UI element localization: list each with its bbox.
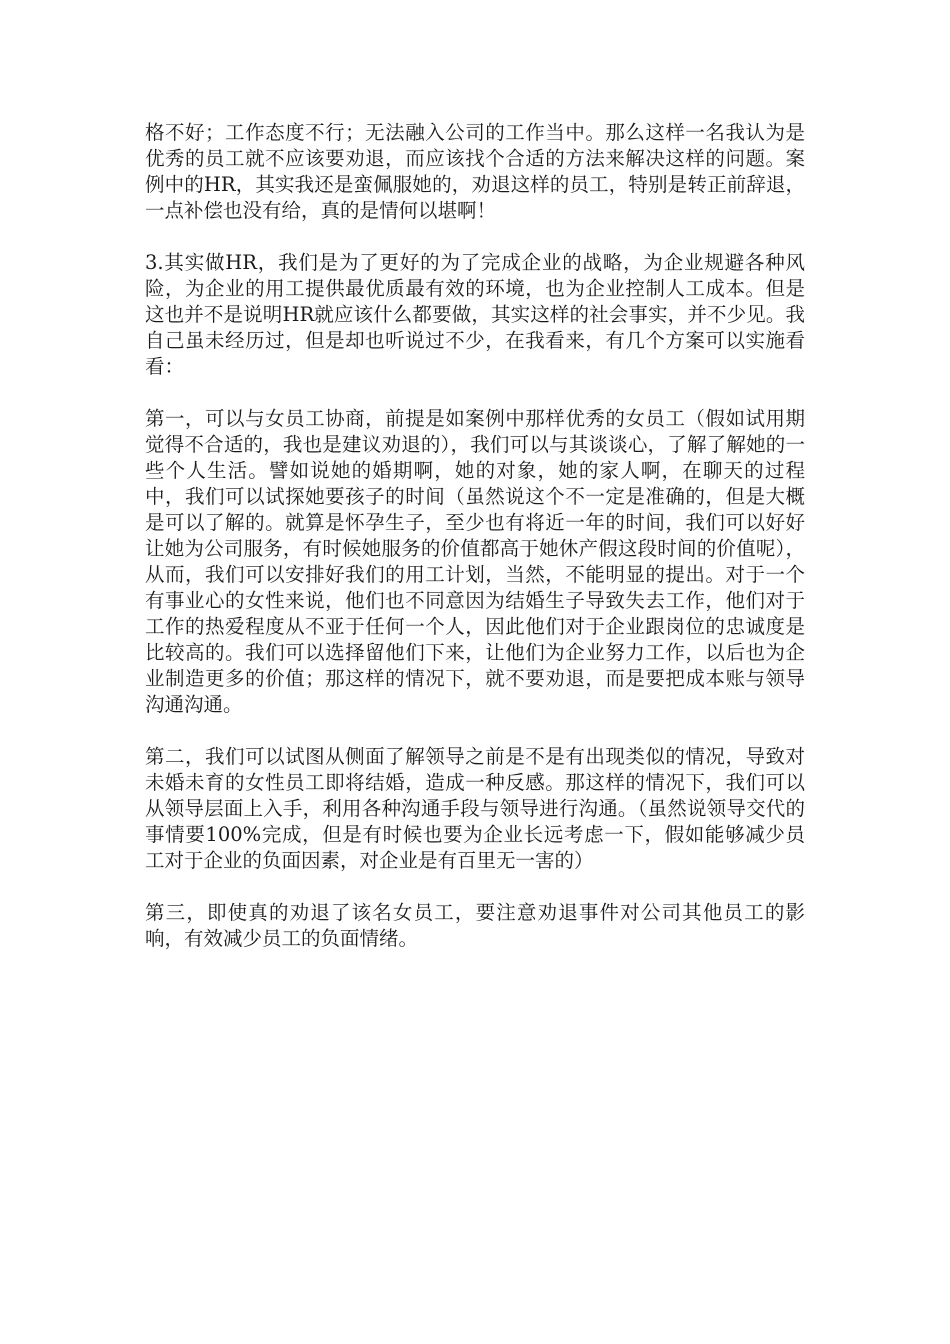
paragraph-5: 第三，即使真的劝退了该名女员工，要注意劝退事件对公司其他员工的影响，有效减少员工的负面情绪。 (145, 901, 805, 950)
paragraph-1: 格不好；工作态度不行；无法融入公司的工作当中。那么这样一名我认为是优秀的员工就不应该要劝退，而应该找个合适的方法来解决这样的问题。案例中的HR，其实我还是蛮佩服她的，劝退这样的员工，特别是转正前辞退，一点补偿也没有给，真的是情何以堪啊！ (145, 121, 805, 222)
paragraph-4: 第二，我们可以试图从侧面了解领导之前是不是有出现类似的情况，导致对未婚未育的女性员工即将结婚，造成一种反感。那这样的情况下，我们可以从领导层面上入手，利用各种沟通手段与领导进行沟通。（虽然说领导交代的事情要100%完成，但是有时候也要为企业长远考虑一下，假如能够减少员工对于企业的负面因素，对企业是有百里无一害的） (145, 745, 805, 872)
document-page (145, 120, 805, 978)
paragraph-2: 3.其实做HR，我们是为了更好的为了完成企业的战略，为企业规避各种风险，为企业的用工提供最优质最有效的环境，也为企业控制人工成本。但是这也并不是说明HR就应该什么都要做，其实这样的社会事实，并不少见。我自己虽未经历过，但是却也听说过不少，在我看来，有几个方案可以实施看看： (145, 251, 805, 378)
paragraph-3: 第一，可以与女员工协商，前提是如案例中那样优秀的女员工（假如试用期觉得不合适的，我也是建议劝退的），我们可以与其谈谈心，了解了解她的一些个人生活。譬如说她的婚期啊，她的对象，她的家人啊，在聊天的过程中，我们可以试探她要孩子的时间（虽然说这个不一定是准确的，但是大概是可以了解的。就算是怀孕生子，至少也有将近一年的时间，我们可以好好让她为公司服务，有时候她服务的价值都高于她休产假这段时间的价值呢），从而，我们可以安排好我们的用工计划，当然，不能明显的提出。对于一个有事业心的女性来说，他们也不同意因为结婚生子导致失去工作，他们对于工作的热爱程度从不亚于任何一个人，因此他们对于企业跟岗位的忠诚度是比较高的。我们可以选择留他们下来，让他们为企业努力工作，以后也为企业制造更多的价值；那这样的情况下，就不要劝退，而是要把成本账与领导沟通沟通。 (145, 407, 805, 716)
